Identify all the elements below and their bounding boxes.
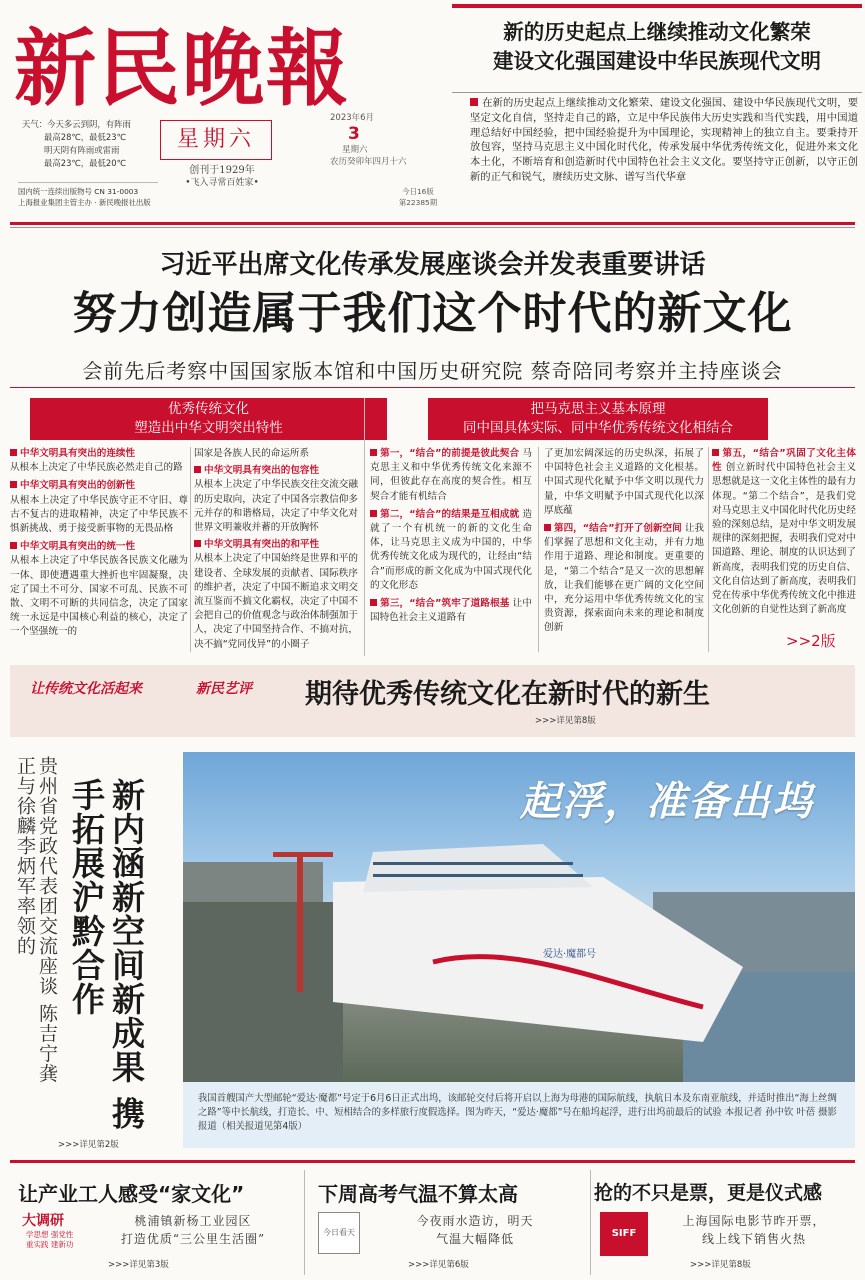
- issue-block: [338, 186, 468, 208]
- photo-caption: 我国首艘国产大型邮轮“爱达·魔都”号定于6月6日正式出坞，该邮轮交付后将开启以上海为母港的国际航线，执航日本及东南亚航线，并适时推出“海上丝绸之路”等中长航线，打造长、中、短相结合的多样旅行度假选择。图为昨天，“爱达·魔都”号在船坞起浮，进行出坞前最后的试验 本报记者 孙中钦 叶蓓 摄影报道（相关报道见第4版）: [198, 1093, 837, 1132]
- article-paragraph: [10, 479, 188, 536]
- paragraph-head: 第五，“结合”巩固了文化主体性: [712, 448, 856, 474]
- bottom-story-summary: [652, 1212, 856, 1248]
- left-column-2: [194, 447, 358, 657]
- bullet-square-icon: [10, 542, 17, 549]
- survey-badge: 大调研: [22, 1213, 64, 1229]
- bullet-square-icon: [712, 449, 719, 456]
- top-headline-box: [452, 4, 862, 90]
- bullet-square-icon: [544, 524, 551, 531]
- weekday-badge: 星期六: [160, 120, 272, 160]
- paragraph-text: 国家是各族人民的命运所系: [194, 448, 310, 459]
- weather-column-badge: [318, 1212, 360, 1254]
- divider: [18, 182, 158, 183]
- page-count: 今日16版: [402, 187, 434, 196]
- cruise-ship-superstructure: [363, 844, 593, 892]
- paragraph-text: 从根本上决定了中华民族守正不守旧、尊古不复古的进取精神，决定了中华民族不惧新挑战、勇于接受新事物的无畏品格: [10, 494, 188, 535]
- vertical-story-byline: 贵州省党政代表团交流座谈 陈吉宁龚正与徐麟李炳军率领的: [14, 756, 58, 1084]
- dock-structure: [183, 902, 343, 1082]
- crane-icon: [297, 852, 303, 992]
- weather-line: 明天阴有阵雨或雷雨: [44, 145, 120, 155]
- bottom-story-title[interactable]: 下周高考气温不算太高: [318, 1182, 518, 1206]
- feature-column-name: 新民艺评: [196, 681, 252, 697]
- weather-line: 最高23℃，最低20℃: [44, 158, 126, 168]
- paragraph-text: 从根本上决定了中华民族各民族文化融为一体、即使遭遇重大挫折也牢固凝聚，决定了国土不可分、国家不可乱、民族不可散、文明不可断的共同信念，决定了国家统一永远是中国核心利益的核心，决定了一个坚强统一的: [10, 555, 188, 638]
- lunar-date: 农历癸卯年四月十六: [330, 157, 407, 167]
- left-column-1: [10, 447, 188, 657]
- date-weekday: 星期六: [342, 145, 368, 155]
- article-paragraph: [544, 522, 704, 636]
- summary-line: 今夜雨水造访，明天: [416, 1214, 534, 1228]
- paragraph-head: 中华文明具有突出的创新性: [20, 480, 136, 492]
- headline-kicker[interactable]: 习近平出席文化传承发展座谈会并发表重要讲话: [159, 250, 706, 280]
- bullet-square-icon: [370, 510, 377, 517]
- vertical-story-see-more-link[interactable]: >>>详见第2版: [58, 1140, 119, 1150]
- article-paragraph: [544, 447, 704, 518]
- paragraph-head: 中华文明具有突出的包容性: [204, 465, 320, 477]
- bottom-see-more-link[interactable]: >>>详见第6版: [408, 1260, 469, 1270]
- bottom-story-title[interactable]: 让产业工人感受“家文化”: [18, 1182, 245, 1206]
- bullet-square-icon: [370, 449, 377, 456]
- founded-text: [172, 164, 272, 190]
- article-paragraph: [712, 447, 856, 617]
- bottom-rule: [10, 1160, 855, 1163]
- article-paragraph: [10, 540, 188, 639]
- lead-body: 在新的历史起点上继续推动文化繁荣、建设文化强国、建设中华民族现代文明，要坚定文化自信，坚持走自己的路，立足中华民族伟大历史实践和当代实践，用中国道理总结好中国经验，把中国经验提升为中国理论，实现精神上的独立自主。要秉持开放包容，坚持马克思主义中国化时代化，传承发展中华优秀传统文化，促进外来文化本土化，不断培育和创造新时代中国特色社会主义文化。要坚持守正创新，以守正创新的正气和锐气，赓续历史文脉、谱写当代华章: [470, 97, 858, 183]
- summary-line: 气温大幅降低: [435, 1232, 514, 1246]
- summary-line: 打造优质“三公里生活圈”: [120, 1232, 266, 1246]
- bullet-square-icon: [10, 449, 17, 456]
- top-lead-text: [470, 96, 858, 185]
- summary-line: 上海国际电影节昨开票，: [682, 1214, 826, 1228]
- article-paragraph: [194, 538, 358, 652]
- summary-line: 线上线下销售火热: [701, 1232, 806, 1246]
- survey-badge-slogan: [26, 1230, 90, 1250]
- bottom-see-more-link[interactable]: >>>详见第8版: [690, 1260, 751, 1270]
- paragraph-head: 中华文明具有突出的和平性: [204, 539, 320, 551]
- section-rule: [10, 387, 855, 388]
- feature-see-more-link[interactable]: >>>详见第8版: [535, 716, 596, 726]
- cabin-row: [373, 874, 583, 877]
- paragraph-text: 让中国特色社会主义道路有: [370, 598, 532, 624]
- date-day: 3: [348, 124, 360, 144]
- founded-year: 创刊于1929年: [189, 165, 255, 176]
- bullet-square-icon: [194, 466, 201, 473]
- feature-tag: 让传统文化活起来: [30, 681, 142, 697]
- headline-title[interactable]: 努力创造属于我们这个时代的新文化: [72, 288, 793, 339]
- bottom-see-more-link[interactable]: >>>详见第3版: [108, 1260, 169, 1270]
- paragraph-text: 从根本上决定了中华民族交往交流交融的历史取向，决定了中国各宗教信仰多元并存的和谐格局，决定了中华文化对世界文明兼收并蓄的开放胸怀: [194, 479, 358, 534]
- weather-line: 天气：今天多云到阴，有阵雨: [22, 119, 131, 129]
- column-divider: [590, 1170, 591, 1275]
- paragraph-text: 从根本上决定了中国始终是世界和平的建设者、全球发展的贡献者、国际秩序的维护者，决定了中国不断追求文明交流互鉴而不搞文化霸权，决定了中国不会把自己的价值观念与政治体制强加于人，决定了中国坚持合作、不搞对抗，决不搞“党同伐异”的小圈子: [194, 553, 358, 650]
- paragraph-head: 中华文明具有突出的统一性: [20, 541, 136, 553]
- paragraph-text: 让我们掌握了思想和文化主动，并有力地作用于道路、理论和制度。更重要的是，“第二个结合”是又一次的思想解放，让我们能够在更广阔的文化空间中，充分运用中华优秀传统文化的宝贵资源，探索面向未来的理论和制度创新: [544, 523, 704, 634]
- article-paragraph: [370, 508, 532, 593]
- date-line: 2023年6月: [330, 113, 375, 123]
- badge-prefix: 今日: [323, 1228, 339, 1237]
- column-divider: [538, 447, 539, 652]
- registration-line: 国内统一连续出版物号 CN 31-0003: [18, 187, 139, 196]
- bottom-story-summary: [370, 1212, 580, 1248]
- column-divider: [304, 1170, 305, 1275]
- crane-arm: [273, 852, 333, 857]
- see-page-2-link[interactable]: >>2版: [786, 632, 836, 650]
- right-column-2: [544, 447, 704, 657]
- banner-line: 同中国具体实际、同中华优秀传统文化相结合: [463, 420, 733, 436]
- right-column-3: [712, 447, 856, 633]
- column-divider: [708, 447, 709, 652]
- right-section-banner: [428, 398, 768, 440]
- article-paragraph: [370, 597, 532, 625]
- headline-subtitle: 会前先后考察中国国家版本馆和中国历史研究院 蔡奇陪同考察并主持座谈会: [82, 359, 783, 383]
- paragraph-head: 第三，“结合”筑牢了道路根基: [380, 598, 510, 610]
- bullet-square-icon: [10, 481, 17, 488]
- weather-block: [22, 118, 157, 170]
- paragraph-head: 中华文明具有突出的连续性: [20, 448, 136, 459]
- slogan-line: 重实践 建新功: [26, 1240, 74, 1249]
- article-paragraph: [194, 464, 358, 535]
- registration-line: 上海报业集团主管主办 · 新民晚报社出版: [18, 198, 151, 207]
- banner-line: 塑造出中华文明突出特性: [134, 420, 283, 436]
- paragraph-head: 第一，“结合”的前提是彼此契合: [380, 448, 520, 459]
- column-divider: [364, 398, 365, 656]
- weather-line: 最高28℃，最低23℃: [44, 132, 126, 142]
- film-festival-logo: SIFF: [600, 1212, 648, 1256]
- divider: [452, 92, 862, 93]
- registration-block: [18, 186, 178, 208]
- paragraph-text: 从根本上决定了中华民族必然走自己的路: [10, 462, 183, 474]
- badge-name: 看天: [339, 1228, 355, 1237]
- ship-name-label: 爱达·魔都号: [543, 949, 597, 960]
- summary-line: 桃浦镇新杨工业园区: [134, 1214, 252, 1228]
- date-block: [330, 112, 460, 168]
- vertical-story-title[interactable]: 新内涵新空间新成果 携手拓展沪黔合作: [67, 778, 146, 1131]
- masthead-rule: [10, 222, 855, 225]
- paragraph-text: 马克思主义和中华优秀传统文化来源不同，但彼此存在高度的契合性。相互契合才能有机结合: [370, 448, 532, 502]
- banner-line: 把马克思主义基本原理: [530, 401, 666, 417]
- paragraph-text: 造就了一个有机统一的新的文化生命体，让马克思主义成为中国的，中华优秀传统文化成为现代的，让经由“结合”而形成的新文化成为中国式现代化的文化形态: [370, 508, 532, 591]
- article-paragraph: [194, 447, 358, 461]
- article-paragraph: [10, 447, 188, 475]
- article-paragraph: [370, 447, 532, 504]
- slogan-line: 学思想 强党性: [26, 1230, 74, 1239]
- left-section-banner: [30, 398, 387, 440]
- issue-number: 第22385期: [398, 198, 438, 207]
- paragraph-head: 第二，“结合”的结果是互相成就: [380, 508, 520, 520]
- paragraph-text: 了更加宏阔深远的历史纵深，拓展了中国特色社会主义道路的文化根基。中国式现代化赋予中华文明以现代力量，中华文明赋予中国式现代化以深厚底蕴: [544, 448, 704, 516]
- masthead-logo: 新民晚報: [14, 20, 351, 119]
- bottom-story-summary: [98, 1212, 288, 1248]
- right-column-1: [370, 447, 532, 657]
- feature-title[interactable]: 期待优秀传统文化在新时代的新生: [305, 679, 710, 710]
- cabin-row: [373, 862, 573, 865]
- founded-slogan: •飞入寻常百姓家•: [185, 178, 259, 188]
- masthead-rule-thin: [10, 227, 855, 228]
- banner-line: 优秀传统文化: [168, 401, 249, 417]
- top-headline-line1[interactable]: 新的历史起点上继续推动文化繁荣: [503, 20, 811, 44]
- bottom-story-title[interactable]: 抢的不只是票，更是仪式感: [594, 1182, 823, 1204]
- bullet-square-icon: [370, 599, 377, 606]
- column-divider: [190, 447, 191, 652]
- paragraph-head: 第四，“结合”打开了创新空间: [554, 523, 682, 535]
- photo-title: 起浮，准备出坞: [520, 778, 814, 825]
- bullet-square-icon: [470, 98, 478, 106]
- bullet-square-icon: [194, 540, 201, 547]
- top-headline-line2[interactable]: 建设文化强国建设中华民族现代文明: [493, 49, 821, 73]
- paragraph-text: 创立新时代中国特色社会主义思想就是这一文化主体性的最有力体现。“第二个结合”，是我们党对马克思主义中国化时代化历史经验的深刻总结，是对中华文明发展规律的深刻把握，表明我们党对中国道路、理论、制度的认识达到了新高度，表明我们党的历史自信、文化自信达到了新高度，表明我们党在传承中华优秀传统文化中推进文化创新的自觉性达到了新高度: [712, 462, 856, 616]
